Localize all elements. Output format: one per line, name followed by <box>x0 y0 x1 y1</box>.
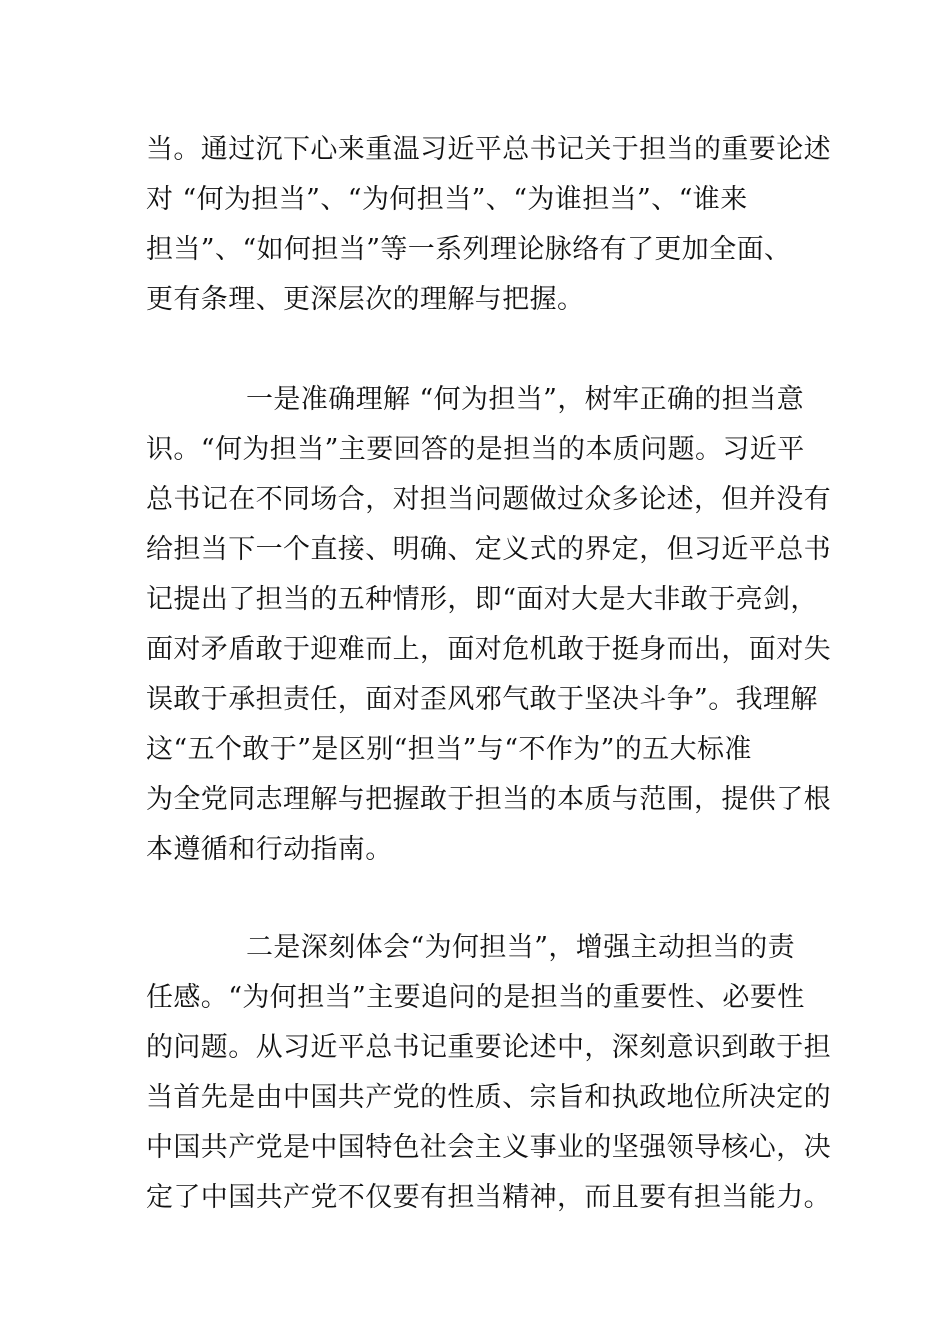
paragraph-1-line-4: 更有条理、更深层次的理解与把握。 <box>146 284 585 315</box>
paragraph-1-line-2: 对 “何为担当”、“为何担当”、“为谁担当”、“谁来 <box>146 184 748 215</box>
paragraph-1-line-1: 当。通过沉下心来重温习近平总书记关于担当的重要论述 <box>146 134 831 165</box>
paragraph-2-line-2: 识。“何为担当”主要回答的是担当的本质问题。习近平 <box>146 434 805 465</box>
paragraph-2-line-5: 记提出了担当的五种情形，即“面对大是大非敢于亮剑， <box>146 584 818 615</box>
paragraph-1-line-3: 担当”、“如何担当”等一系列理论脉络有了更加全面、 <box>146 234 792 265</box>
paragraph-3-line-2: 任感。“为何担当”主要追问的是担当的重要性、必要性 <box>146 982 805 1013</box>
paragraph-2-line-3: 总书记在不同场合，对担当问题做过众多论述，但并没有 <box>146 484 831 515</box>
paragraph-3-line-6: 定了中国共产党不仅要有担当精神，而且要有担当能力。 <box>146 1182 831 1213</box>
paragraph-2-line-9: 为全党同志理解与把握敢于担当的本质与范围，提供了根 <box>146 784 831 815</box>
paragraph-2-line-1: 一是准确理解 “何为担当”，树牢正确的担当意 <box>246 384 804 415</box>
paragraph-2-line-4: 给担当下一个直接、明确、定义式的界定，但习近平总书 <box>146 534 831 565</box>
paragraph-2-line-6: 面对矛盾敢于迎难而上，面对危机敢于挺身而出，面对失 <box>146 634 831 665</box>
paragraph-3-line-4: 当首先是由中国共产党的性质、宗旨和执政地位所决定的 <box>146 1082 831 1113</box>
paragraph-3-line-3: 的问题。从习近平总书记重要论述中，深刻意识到敢于担 <box>146 1032 831 1063</box>
paragraph-2-line-7: 误敢于承担责任，面对歪风邪气敢于坚决斗争”。我理解 <box>146 684 818 715</box>
paragraph-2-line-8: 这“五个敢于”是区别“担当”与“不作为”的五大标准 <box>146 734 752 765</box>
paragraph-3-line-1: 二是深刻体会“为何担当”，增强主动担当的责 <box>246 932 796 963</box>
paragraph-3-line-5: 中国共产党是中国特色社会主义事业的坚强领导核心，决 <box>146 1132 831 1163</box>
paragraph-2-line-10: 本遵循和行动指南。 <box>146 834 393 865</box>
